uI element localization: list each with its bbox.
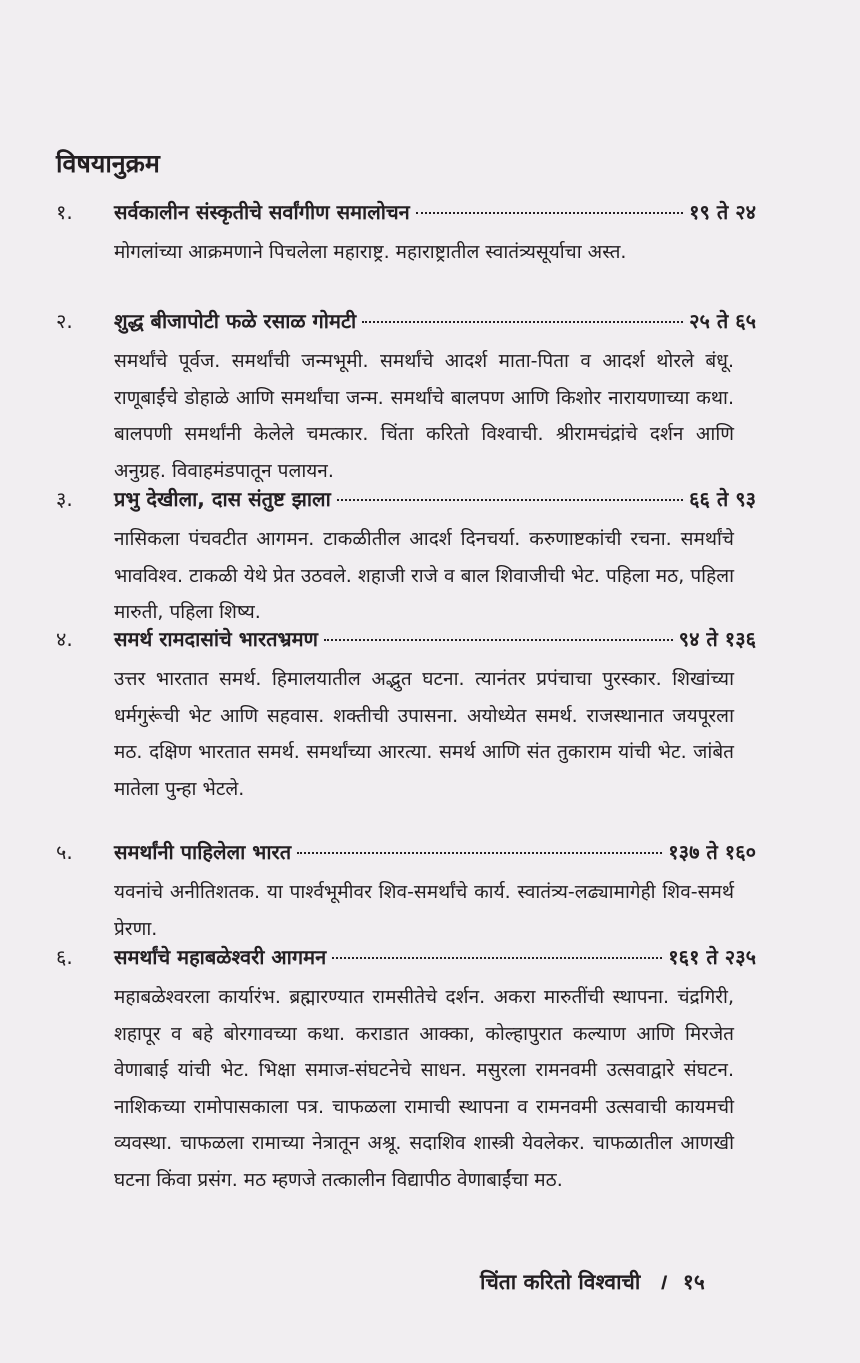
entry-description: यवनांचे अनीतिशतक. या पार्श्वभूमीवर शिव-समर्थांचे कार्य. स्वातंत्र्य-लढ्यामागेही शिव-समर्थ प्रेरणा. — [114, 881, 734, 940]
toc-entry — [56, 943, 756, 1198]
entry-title: समर्थ रामदासांचे भारतभ्रमण — [114, 627, 319, 651]
toc-entry-line — [56, 943, 756, 979]
toc-entry — [56, 198, 756, 271]
toc-entry-line — [56, 838, 756, 874]
entry-description: उत्तर भारतात समर्थ. हिमालयातील अद्भुत घटना. त्यानंतर प्रपंचाचा पुरस्कार. शिखांच्या धर्मगुरूंची भेट आणि सहवास. शक्तीची उपासना. अयोध्येत समर्थ. राजस्थानात जयपूरला मठ. दक्षिण भारतात समर्थ. समर्थांच्या आरत्या. समर्थ आणि संत तुकाराम यांची भेट. जांबेत मातेला पुन्हा भेटले. — [114, 668, 734, 800]
page-footer — [480, 1268, 705, 1296]
dot-leader — [362, 321, 683, 323]
entry-number: २. — [56, 309, 73, 333]
entry-title: समर्थांचे महाबळेश्वरी आगमन — [114, 945, 327, 969]
entry-pages: ६६ ते ९३ — [689, 487, 756, 511]
entry-number: ६. — [56, 945, 73, 969]
entry-pages: १६१ ते २३५ — [668, 945, 756, 969]
toc-entry — [56, 625, 756, 807]
dot-leader — [337, 499, 683, 501]
page-number: १५ — [682, 1270, 705, 1294]
dot-leader — [416, 212, 683, 214]
entry-pages: ९४ ते १३६ — [678, 627, 756, 651]
entry-title: शुद्ध बीजापोटी फळे रसाळ गोमटी — [114, 309, 357, 333]
entry-description: समर्थांचे पूर्वज. समर्थांची जन्मभूमी. समर्थांचे आदर्श माता-पिता व आदर्श थोरले बंधू. राणूबाईंचे डोहाळे आणि समर्थांचा जन्म. समर्थांचे बालपण आणि किशोर नारायणाच्या कथा. बालपणी समर्थांनी केलेले चमत्कार. चिंता करितो विश्वाची. श्रीरामचंद्रांचे दर्शन आणि अनुग्रह. विवाहमंडपातून पलायन. — [114, 350, 734, 482]
toc-entry-line — [56, 485, 756, 521]
entry-number: ३. — [56, 487, 73, 511]
entry-pages: २५ ते ६५ — [689, 309, 756, 333]
entry-number: १. — [56, 200, 73, 224]
dot-leader — [324, 639, 673, 641]
entry-description: महाबळेश्वरला कार्यारंभ. ब्रह्मारण्यात रामसीतेचे दर्शन. अकरा मारुतींची स्थापना. चंद्रगिरी, शहापूर व बहे बोरगावच्या कथा. कराडात आक्का, कोल्हापुरात कल्याण आणि मिरजेत वेणाबाई यांची भेट. भिक्षा समाज-संघटनेचे साधन. मसुरला रामनवमी उत्सवाद्वारे संघटन. नाशिकच्या रामोपासकाला पत्र. चाफळला रामाची स्थापना व रामनवमी उत्सवाची कायमची व्यवस्था. चाफळला रामाच्या नेत्रातून अश्रू. सदाशिव शास्त्री येवलेकर. चाफळातील आणखी घटना किंवा प्रसंग. मठ म्हणजे तत्कालीन विद्यापीठ वेणाबाईंचा मठ. — [114, 986, 734, 1191]
toc-entry — [56, 838, 756, 947]
footer-separator: । — [657, 1270, 666, 1294]
entry-pages: १३७ ते १६० — [668, 840, 756, 864]
entry-title: प्रभु देखीला, दास संतुष्ट झाला — [114, 487, 331, 511]
dot-leader — [332, 957, 662, 959]
toc-entry-line — [56, 307, 756, 343]
toc-heading: विषयानुक्रम — [56, 149, 160, 178]
entry-title: सर्वकालीन संस्कृतीचे सर्वांगीण समालोचन — [114, 200, 410, 224]
running-title: चिंता करितो विश्वाची — [480, 1270, 641, 1294]
toc-entry — [56, 307, 756, 489]
entry-title: समर्थांनी पाहिलेला भारत — [114, 840, 292, 864]
toc-entry-line — [56, 198, 756, 234]
entry-number: ४. — [56, 627, 73, 651]
entry-number: ५. — [56, 840, 73, 864]
entry-pages: १९ ते २४ — [689, 200, 756, 224]
toc-entry-line — [56, 625, 756, 661]
toc-entry — [56, 485, 756, 631]
entry-description: नासिकला पंचवटीत आगमन. टाकळीतील आदर्श दिनचर्या. करुणाष्टकांची रचना. समर्थांचे भावविश्व. टाकळी येथे प्रेत उठवले. शहाजी राजे व बाल शिवाजीची भेट. पहिला मठ, पहिला मारुती, पहिला शिष्य. — [114, 528, 734, 623]
dot-leader — [297, 852, 662, 854]
entry-description: मोगलांच्या आक्रमणाने पिचलेला महाराष्ट्र. महाराष्ट्रातील स्वातंत्र्यसूर्याचा अस्त. — [114, 241, 627, 263]
